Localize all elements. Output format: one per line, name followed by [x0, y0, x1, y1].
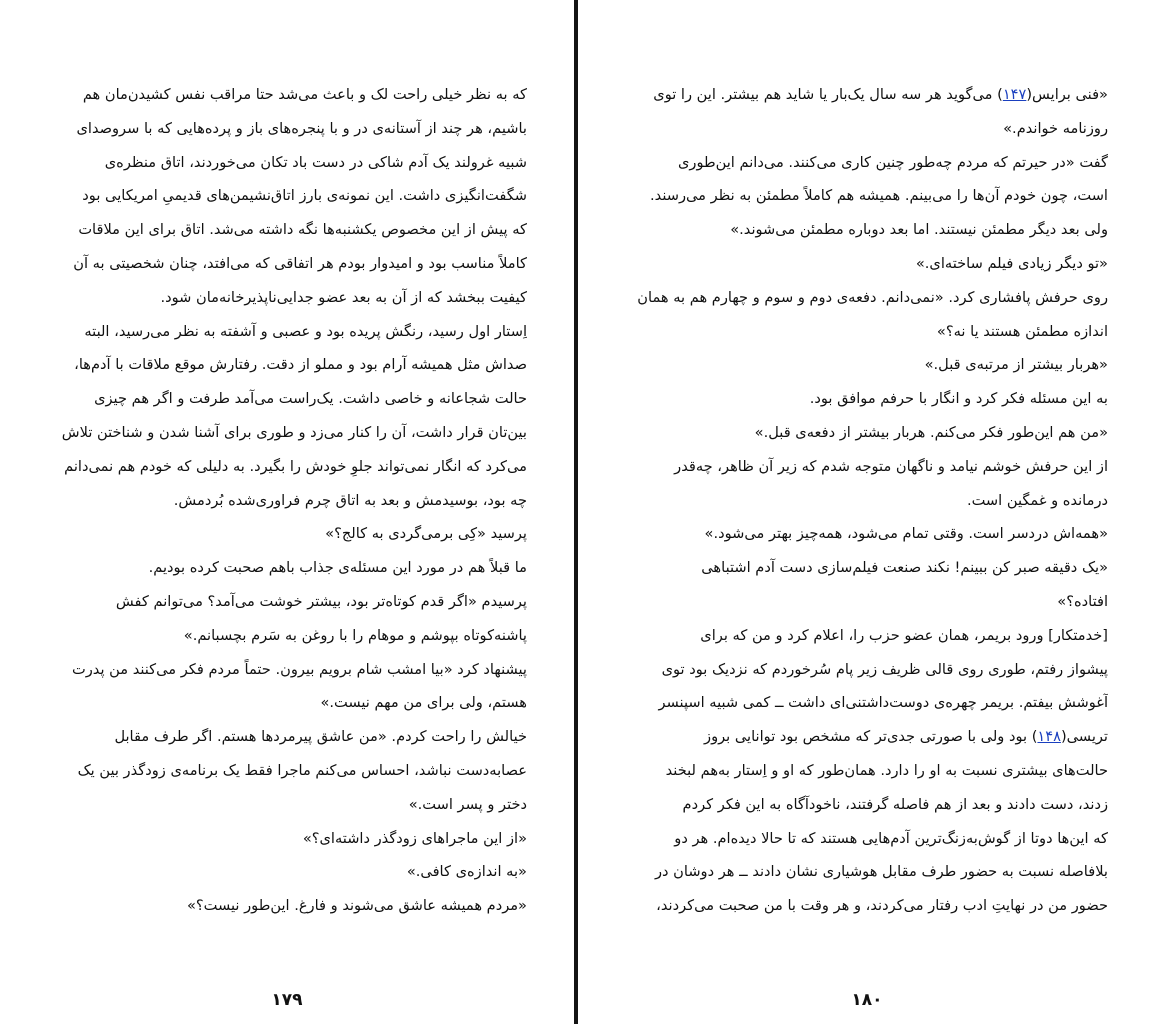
text-line: است، چون خودم آن‌ها را می‌بینم. همیشه هم کاملاً مطمئن به نظر می‌رسند. [650, 187, 1108, 205]
text-line: «به اندازه‌ی کافی.» [406, 863, 527, 881]
text-line: «هربار بیشتر از مرتبه‌ی قبل.» [924, 356, 1108, 374]
text-line: [خدمتکار] ورود بریمر، همان عضو حزب را، اعلام کرد و من که برای [700, 626, 1108, 644]
text-line: حالت شجاعانه و خاصی داشت. یک‌راست می‌آمد طرفت و اگر هم چیزی [94, 390, 527, 408]
text-line: شگفت‌انگیزی داشت. این نمونه‌ی بارز اتاق‌نشیمن‌های قدیمیِ امریکایی بود [82, 187, 527, 205]
page-number: ۱۸۰ [851, 990, 883, 1010]
text-line: آغوشش بیفتم. بریمر چهره‌ی دوست‌داشتنی‌ای داشت ــ کمی شبیه اسپنسر [658, 694, 1108, 712]
text-line: هستم، ولی برای من مهم نیست.» [320, 694, 527, 712]
text-line: اِستار اول رسید، رنگش پریده بود و عصبی و آشفته به نظر می‌رسید، البته [84, 322, 527, 340]
text-line: پاشنه‌کوتاه بپوشم و موهام را با روغن به سَرم بچسبانم.» [183, 626, 527, 644]
text-line: درمانده و غمگین است. [966, 491, 1108, 509]
text-line: حضور من در نهایتِ ادب رفتار می‌کردند، و هر وقت با من صحبت می‌کردند، [656, 897, 1108, 915]
text-segment: ) می‌گوید هر سه سال یک‌بار یا شاید هم بیشتر. این را توی [653, 86, 1003, 103]
text-line: پیشواز رفتم، طوری روی قالی ظریف زیر پام سُرخوردم که نزدیک بود توی [661, 660, 1108, 678]
text-line: ما قبلاً هم در مورد این مسئله‌ی جذاب باهم صحبت کرده بودیم. [148, 559, 527, 577]
right-page [580, 0, 1153, 1024]
left-page-body [37, 78, 527, 923]
text-line: «یک دقیقه صبر کن ببینم! نکند صنعت فیلم‌سازی دست آدم اشتباهی [701, 559, 1108, 577]
footnote-link[interactable]: ۱۴۸ [1037, 728, 1061, 746]
text-line: شبیه غرولند یک آدم شاکی در دست باد تکان می‌خوردند، اتاق منظره‌ی [104, 153, 527, 171]
text-line [608, 78, 1108, 112]
text-line: به این مسئله فکر کرد و انگار با حرفم موافق بود. [809, 390, 1108, 408]
text-line: که پیش از این مخصوص یکشنبه‌ها نگه داشته می‌شد. اتاق برای این ملاقات [78, 221, 527, 239]
text-line: «از این ماجراهای زودگذر داشته‌ای؟» [302, 829, 527, 847]
text-line: که این‌ها دوتا از گوش‌به‌زنگ‌ترین آدم‌هایی هستند که تا حالا دیده‌ام. هر دو [674, 829, 1108, 847]
text-line: خیالش را راحت کردم. «من عاشق پیرمردها هستم. اگر طرف مقابل [114, 728, 527, 746]
text-line: که به نظر خیلی راحت لک و باعث می‌شد حتا مراقب نفس کشیدن‌مان هم [82, 86, 527, 103]
text-line: باشیم، هر چند از آستانه‌ی در و با پنجره‌های باز و پرده‌هایی که با سروصدای [76, 119, 527, 137]
text-line [608, 720, 1108, 754]
text-line: پرسیدم «اگر قدم کوتاه‌تر بود، بیشتر خوشت می‌آمد؟ می‌توانم کفش [115, 592, 527, 610]
text-line: پیشنهاد کرد «بیا امشب شام برویم بیرون. حتماً مردم فکر می‌کنند من پدرت [72, 660, 527, 678]
text-line: اندازه مطمئن هستند یا نه؟» [936, 322, 1108, 340]
text-line: روی حرفش پافشاری کرد. «نمی‌دانم. دفعه‌ی دوم و سوم و چهارم هم به همان [637, 288, 1108, 306]
text-line: «مردم همیشه عاشق می‌شوند و فارغ. این‌طور نیست؟» [187, 897, 527, 915]
text-line: می‌کرد که انگار نمی‌تواند جلوِ خودش را بگیرد. به دلیلی که خودم هم نمی‌دانم [64, 457, 527, 475]
text-line: گفت «در حیرتم که مردم چه‌طور چنین کاری می‌کنند. می‌دانم این‌طوری [678, 153, 1108, 171]
text-line: زدند، دست دادند و بعد از هم فاصله گرفتند، ناخودآگاه به این فکر کردم [682, 795, 1108, 813]
page-number: ۱۷۹ [271, 990, 303, 1010]
text-line: دختر و پسر است.» [408, 795, 527, 813]
text-segment: تریسی( [1060, 728, 1108, 746]
text-line: از این حرفش خوشم نیامد و ناگهان متوجه شدم که زیر آن ظاهر، چه‌قدر [674, 457, 1108, 475]
book-spine [574, 0, 578, 1024]
footnote-link[interactable]: ۱۴۷ [1002, 86, 1027, 103]
text-line: پرسید «کِی برمی‌گردی به کالج؟» [325, 525, 527, 543]
text-segment: «فنی برایس( [1026, 86, 1108, 103]
text-line: صداش مثل همیشه آرام بود و مملو از دقت. رفتارش موقع ملاقات با آدم‌ها، [74, 356, 527, 374]
text-line: «تو دیگر زیادی فیلم ساخته‌ای.» [915, 254, 1108, 272]
right-page-body [608, 78, 1108, 923]
left-page [0, 0, 574, 1024]
text-segment: ) بود ولی با صورتی جدی‌تر که مشخص بود توانایی بروز [704, 728, 1038, 746]
text-line: روزنامه خواندم.» [1003, 119, 1108, 137]
text-line: افتاده؟» [1057, 592, 1108, 610]
text-line: ولی بعد دیگر مطمئن نیستند. اما بعد دوباره مطمئن می‌شوند.» [730, 221, 1108, 239]
text-line: «همه‌اش دردسر است. وقتی تمام می‌شود، همه‌چیز بهتر می‌شود.» [704, 525, 1108, 543]
text-line: بین‌تان قرار داشت، آن را کنار می‌زد و طوری برای آشنا شدن و شناختن تلاش [61, 423, 527, 441]
text-line: «من هم این‌طور فکر می‌کنم. هربار بیشتر از دفعه‌ی قبل.» [754, 423, 1108, 441]
text-line: کاملاً مناسب بود و امیدوار بودم هر اتفاقی که می‌افتد، چنان شخصیتی به آن [73, 254, 527, 272]
text-line: عصابه‌دست نباشد، احساس می‌کنم ماجرا فقط یک برنامه‌ی زودگذر بین یک [77, 761, 527, 779]
text-line: کیفیت ببخشد که از آن به بعد عضو جدایی‌ناپذیرخانه‌مان شود. [160, 288, 527, 306]
text-line: بلافاصله نسبت به حضور طرف مقابل هوشیاری نشان دادند ــ هر دوشان در [654, 863, 1108, 881]
text-line: چه بود، بوسیدمش و بعد به اتاق چرم فراوری‌شده بُردمش. [173, 491, 527, 509]
text-line: حالت‌های بیشتری نسبت به او را دارد. همان‌طور که او و اِستار به‌هم لبخند [665, 761, 1108, 779]
